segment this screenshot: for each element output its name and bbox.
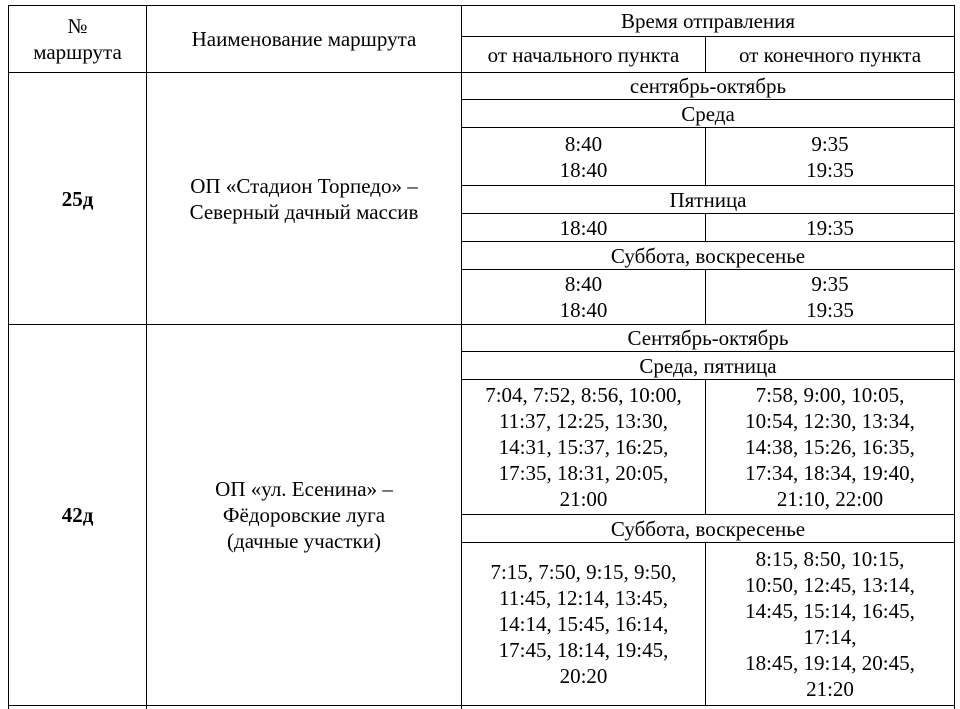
header-from-start: от начального пункта — [487, 42, 680, 67]
route-number: 42д — [61, 503, 94, 527]
times-from-end: 9:35 19:35 — [806, 131, 854, 182]
header-departure-time: Время отправления — [620, 9, 796, 33]
day-label: Суббота, воскресенье — [610, 243, 806, 268]
day-label: Среда, пятница — [639, 353, 777, 378]
header-from-end: от конечного пункта — [738, 42, 922, 67]
times-from-start: 7:15, 7:50, 9:15, 9:50, 11:45, 12:14, 13:45, 14:14, 15:45, 16:14, 17:45, 18:14, 19:45, 20:20 — [490, 560, 677, 688]
route-name: ОП «Стадион Торпедо» – Северный дачный массив — [189, 173, 419, 224]
times-from-start: 7:04, 7:52, 8:56, 10:00, 11:37, 12:25, 13:30, 14:31, 15:37, 16:25, 17:35, 18:31, 20:05, 21:00 — [485, 383, 682, 511]
header-route-number: № маршрута — [33, 14, 122, 64]
times-from-end: 19:35 — [806, 215, 854, 240]
day-label: Среда — [681, 101, 735, 126]
times-from-start: 18:40 — [559, 215, 608, 240]
route-number: 25д — [61, 186, 94, 211]
times-from-start: 8:40 18:40 — [559, 272, 608, 322]
season-label: Сентябрь-октябрь — [627, 326, 789, 350]
season-label: сентябрь-октябрь — [629, 74, 787, 98]
times-from-end: 9:35 19:35 — [806, 272, 854, 322]
header-route-name: Наименование маршрута — [191, 27, 417, 51]
times-from-end: 8:15, 8:50, 10:15, 10:50, 12:45, 13:14, 14:45, 15:14, 16:45, 17:14, 18:45, 19:14, 20:45, 21:20 — [745, 547, 915, 701]
route-name: ОП «ул. Есенина» – Фёдоровские луга (дачные участки) — [215, 477, 393, 553]
times-from-start: 8:40 18:40 — [559, 131, 608, 182]
day-label: Суббота, воскресенье — [610, 516, 806, 541]
times-from-end: 7:58, 9:00, 10:05, 10:54, 12:30, 13:34, 14:38, 15:26, 16:35, 17:34, 18:34, 19:40, 21:10, 22:00 — [745, 383, 915, 511]
day-label: Пятница — [669, 187, 747, 212]
